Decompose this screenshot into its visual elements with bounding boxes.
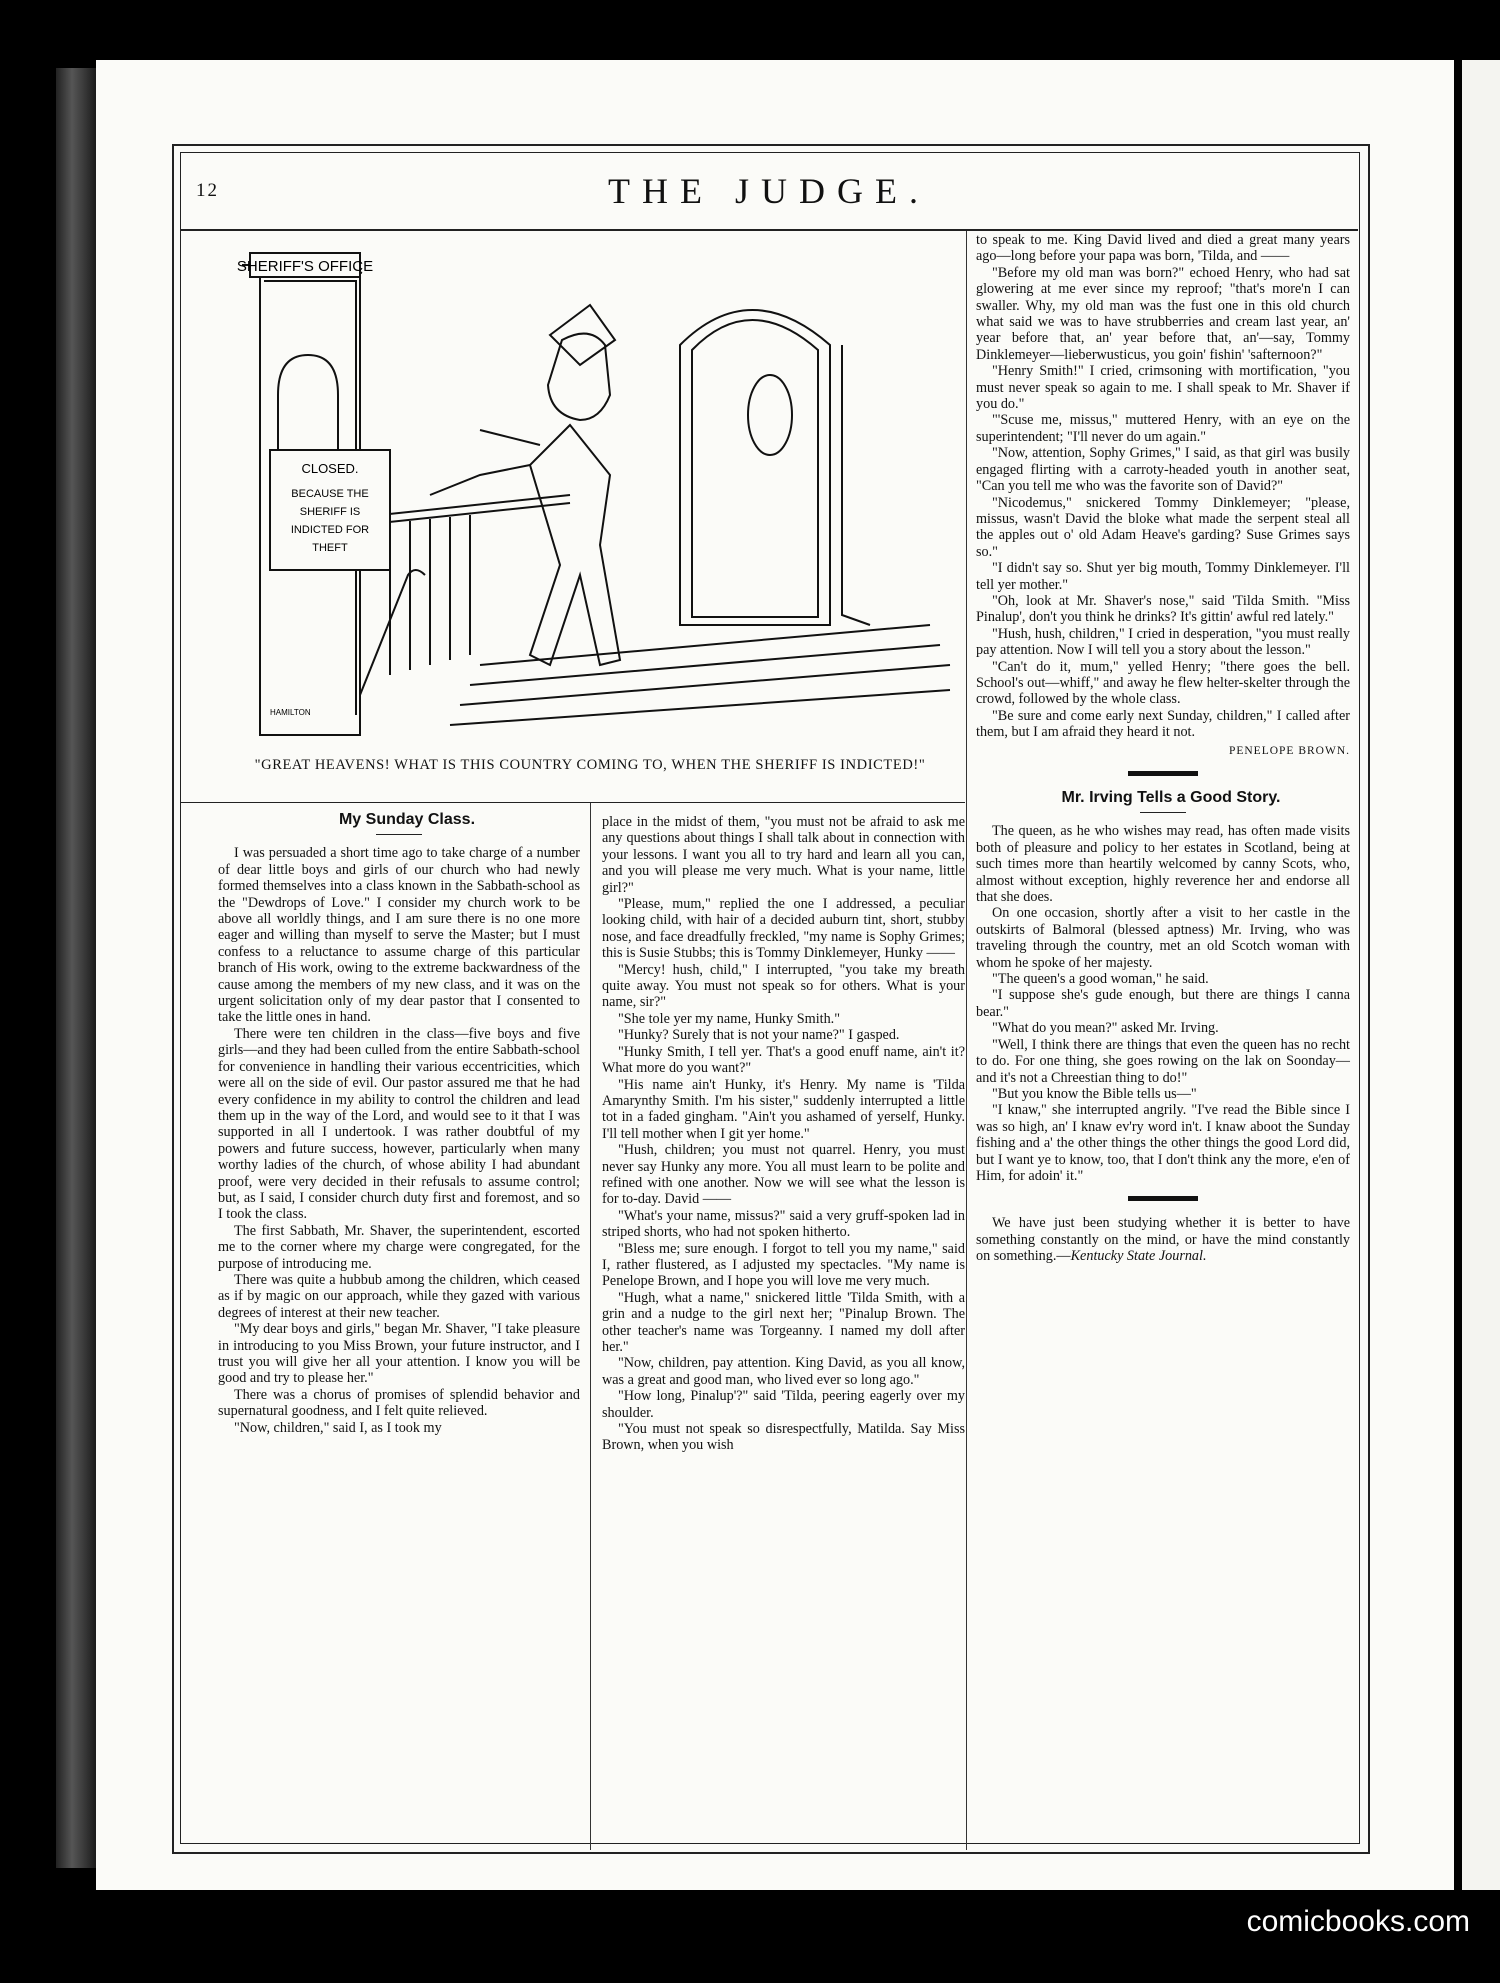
book-binding [56, 68, 96, 1868]
page-number: 12 [196, 180, 219, 201]
paragraph: "Now, children, pay attention. King David, as you all know, was a great and good man, who lived ever so long ago." [602, 1355, 965, 1388]
paragraph: "My dear boys and girls," began Mr. Shaver, "I take pleasure in introducing to you Miss Brown, your future instructor, and I trust you will give her all your attention. I know you will be good and try to please her." [218, 1321, 580, 1387]
paragraph: "Mercy! hush, child," I interrupted, "you take my breath quite away. You must not speak so for others. What is your name, sir?" [602, 961, 965, 1011]
masthead-title: THE JUDGE. [608, 171, 930, 211]
paragraph: There were ten children in the class—five boys and five girls—and they had been culled from the entire Sabbath-school for convenience in handling their various eccentricities, which were all on the side of evil. Our pastor assured me that he had every confidence in my ability to control the children and lead them up in the way of the Lord, and would see to it that I was supported in all I undertook. I was rather doubtful of my powers and future success, however, particularly when many worthy ladies of the church, of whose ability I had abundant proof, were very decided in their refusals to assume control; but, as I said, I consider church duty first and foremost, and so I took the class. [218, 1025, 580, 1223]
paragraph: "Hunky Smith, I tell yer. That's a good enuff name, ain't it? What more do you want?" [602, 1043, 965, 1077]
facing-page-edge [1462, 60, 1500, 1890]
title-rule [1140, 812, 1186, 813]
column-divider-3 [966, 231, 967, 1850]
paragraph: "I didn't say so. Shut yer big mouth, Tommy Dinklemeyer. I'll tell yer mother." [976, 560, 1350, 593]
notice-line-5: THEFT [312, 542, 348, 554]
paragraph: "The queen's a good woman," he said. [992, 971, 1209, 988]
paragraph: "Nicodemus," snickered Tommy Dinklemeyer; "please, missus, wasn't David the bloke what made the serpent steal all the apples out o' old Adam Heave's garding? Suse Grimes says so." [976, 494, 1350, 560]
paragraph: "Bless me; sure enough. I forgot to tell you my name," said I, rather flustered, as I adjusted my spectacles. "My name is Penelope Brown, and I hope you will love me very much. [602, 1240, 965, 1290]
notice-line-1: CLOSED. [301, 461, 359, 476]
paragraph: "Now, children," said I, as I took my [234, 1419, 442, 1436]
paragraph: "Hunky? Surely that is not your name?" I gasped. [618, 1027, 900, 1044]
cartoon-caption: "GREAT HEAVENS! WHAT IS THIS COUNTRY COMING TO, WHEN THE SHERIFF IS INDICTED!" [254, 757, 926, 773]
paragraph: "Can't do it, mum," yelled Henry; "there goes the bell. School's out—whiff," and away he flew helter-skelter through the crowd, followed by the whole class. [976, 658, 1350, 708]
paragraph: "Hush, children; you must not quarrel. Henry, you must never say Hunky any more. You all must learn to be polite and refined with one another. Now we will see what the lesson is for to-day. David —— [602, 1142, 965, 1208]
notice-line-3: SHERIFF IS [299, 506, 361, 518]
paragraph: "'Scuse me, missus," muttered Henry, with an eye on the superintendent; "I'll never do um again." [976, 412, 1350, 445]
caption-rule [180, 802, 965, 803]
sheriff-sign-text: SHERIFF'S OFFICE [236, 258, 374, 275]
notice-line-4: INDICTED FOR [290, 524, 370, 536]
paragraph: place in the midst of them, "you must not be afraid to ask me any questions about things I shall talk about in connection with your lessons. I want you all to try hard and learn all you can, and you will please me very much. What is your name, little girl?" [602, 814, 965, 896]
article1-column-1 [218, 812, 580, 1436]
filler-source: Kentucky State Journal. [1070, 1248, 1207, 1265]
paragraph: "She tole yer my name, Hunky Smith." [618, 1010, 841, 1027]
paragraph: "You must not speak so disrespectfully, Matilda. Say Miss Brown, when you wish [602, 1421, 965, 1454]
paragraph: "Hush, hush, children," I cried in desperation, "you must really pay attention. Now I will tell you a story about the lesson." [976, 625, 1350, 659]
paragraph: "What's your name, missus?" said a very gruff-spoken lad in striped shorts, who had not spoken hitherto. [602, 1207, 965, 1241]
paragraph: "Henry Smith!" I cried, crimsoning with mortification, "you must never speak so again to me. I shall speak to Mr. Shaver if you do." [976, 363, 1350, 413]
paragraph: "Oh, look at Mr. Shaver's nose," said 'Tilda Smith. "Miss Pinalup', don't you think he drinks? It's gittin' awful red lately." [976, 592, 1350, 626]
paragraph: The first Sabbath, Mr. Shaver, the superintendent, escorted me to the corner where my charge were congregated, for the purpose of introducing me. [218, 1222, 580, 1272]
paragraph: "His name ain't Hunky, it's Henry. My name is 'Tilda Amarynthy Smith. I'm his sister," suddenly interrupted a little tot in a faded gingham. "Ain't you ashamed of yerself, Hunky. I'll tell mother when I git yer home." [602, 1076, 965, 1142]
article1-column-2 [602, 814, 965, 1454]
article1-title: My Sunday Class. [338, 811, 476, 828]
artist-signature: HAMILTON [270, 708, 311, 717]
filler-text: We have just been studying whether it is better to have something constantly on the mind, or have the mind constantly on something.— [976, 1215, 1350, 1265]
paragraph: There was quite a hubbub among the children, which ceased as if by magic on our approach, while they gazed with various degrees of interest at their new teacher. [218, 1271, 580, 1321]
article1-signature: PENELOPE BROWN. [1228, 744, 1350, 757]
masthead-rule [180, 229, 1358, 231]
paragraph: "Please, mum," replied the one I addressed, a peculiar looking child, with hair of a decided auburn tint, short, stubby nose, and face dreadfully freckled, "my name is Sophy Grimes; this is Susie Stubbs; this is Tommy Dinklemeyer, Hunky —— [602, 896, 965, 962]
paragraph: There was a chorus of promises of splendid behavior and supernatural goodness, and I felt quite relieved. [218, 1386, 580, 1420]
paragraph: "But you know the Bible tells us—" [992, 1085, 1197, 1102]
filler-paragraph [976, 1215, 1350, 1264]
paragraph: "I knaw," she interrupted angrily. "I've read the Bible since I was so high, an' I knaw ev'ry word in't. I knaw aboot the Sunday fishing and a' the other things the other things the good Lord did, but I want ye to know, too, that I don't think any the more, e'en of Him, for adoin' it." [976, 1102, 1350, 1184]
title-rule [376, 834, 422, 835]
paragraph: "How long, Pinalup'?" said 'Tilda, peering eagerly over my shoulder. [602, 1388, 965, 1421]
article2-title: Mr. Irving Tells a Good Story. [1061, 789, 1281, 806]
watermark: comicbooks.com [1246, 1905, 1470, 1938]
paragraph: "I suppose she's gude enough, but there are things I canna bear." [976, 987, 1350, 1020]
cartoon-illustration [230, 245, 960, 745]
paragraph: I was persuaded a short time ago to take charge of a number of dear little boys and girls of our church who had newly formed themselves into a class known in the Sabbath-school as the "Dewdrops of Love." I consider my church work to be above all worldly things, and I am sure there is no one more eager and willing than myself to serve the Master; but I must confess to a reluctance to assume charge of this particular branch of His work, owing to the extreme backwardness of the cause among the members of my new class, and it was on the urgent solicitation only of my dear pastor that I consented to take the little ones in hand. [218, 845, 580, 1026]
paragraph: "Hugh, what a name," snickered little 'Tilda Smith, with a grin and a nudge to the girl next her; "Pinalup Brown. The other teacher's name was Torgeanny. I named my doll after her." [602, 1289, 965, 1355]
column-divider-2 [590, 803, 591, 1850]
section-divider [1128, 771, 1198, 776]
notice-line-2: BECAUSE THE [291, 488, 369, 500]
paragraph: "Well, I think there are things that even the queen has no recht to do. For one thing, she goes rowing on the lak on Soonday—and it's not a Chreestian thing to do!" [976, 1036, 1350, 1086]
paragraph: "Now, attention, Sophy Grimes," I said, as that girl was busily engaged flirting with a carroty-headed youth in another seat, "Can you tell me who was the favorite son of David?" [976, 445, 1350, 495]
paragraph: "Before my old man was born?" echoed Henry, who had sat glowering at me ever since my reproof; "that's more'n I can swaller. Why, my old man was the fust one in this old church what said we was to have strubberries and cream last year, an' year before that, an' year before that, an'—say, Tommy Dinklemeyer—lieberwusticus, you goin' fishin' 'safternoon?" [976, 264, 1350, 363]
article1-column-3 [976, 232, 1350, 1265]
paragraph: "What do you mean?" asked Mr. Irving. [992, 1020, 1219, 1037]
paragraph: "Be sure and come early next Sunday, children," I called after them, but I am afraid they heard it not. [976, 707, 1350, 741]
paragraph: The queen, as he who wishes may read, has often made visits both of pleasure and policy to her estates in Scotland, being at such times more than heartily welcomed by canny Scots, who, almost without exception, highly reverence her and endorse all that she does. [976, 823, 1350, 906]
paragraph: On one occasion, shortly after a visit to her castle in the outskirts of Balmoral (blessed aptness) Mr. Irving, who was traveling through the country, met an old Scotch woman with whom he spoke of her majesty. [976, 905, 1350, 971]
paragraph: to speak to me. King David lived and died a great many years ago—long before your papa was born, 'Tilda, and —— [976, 232, 1350, 265]
section-divider [1128, 1196, 1198, 1201]
